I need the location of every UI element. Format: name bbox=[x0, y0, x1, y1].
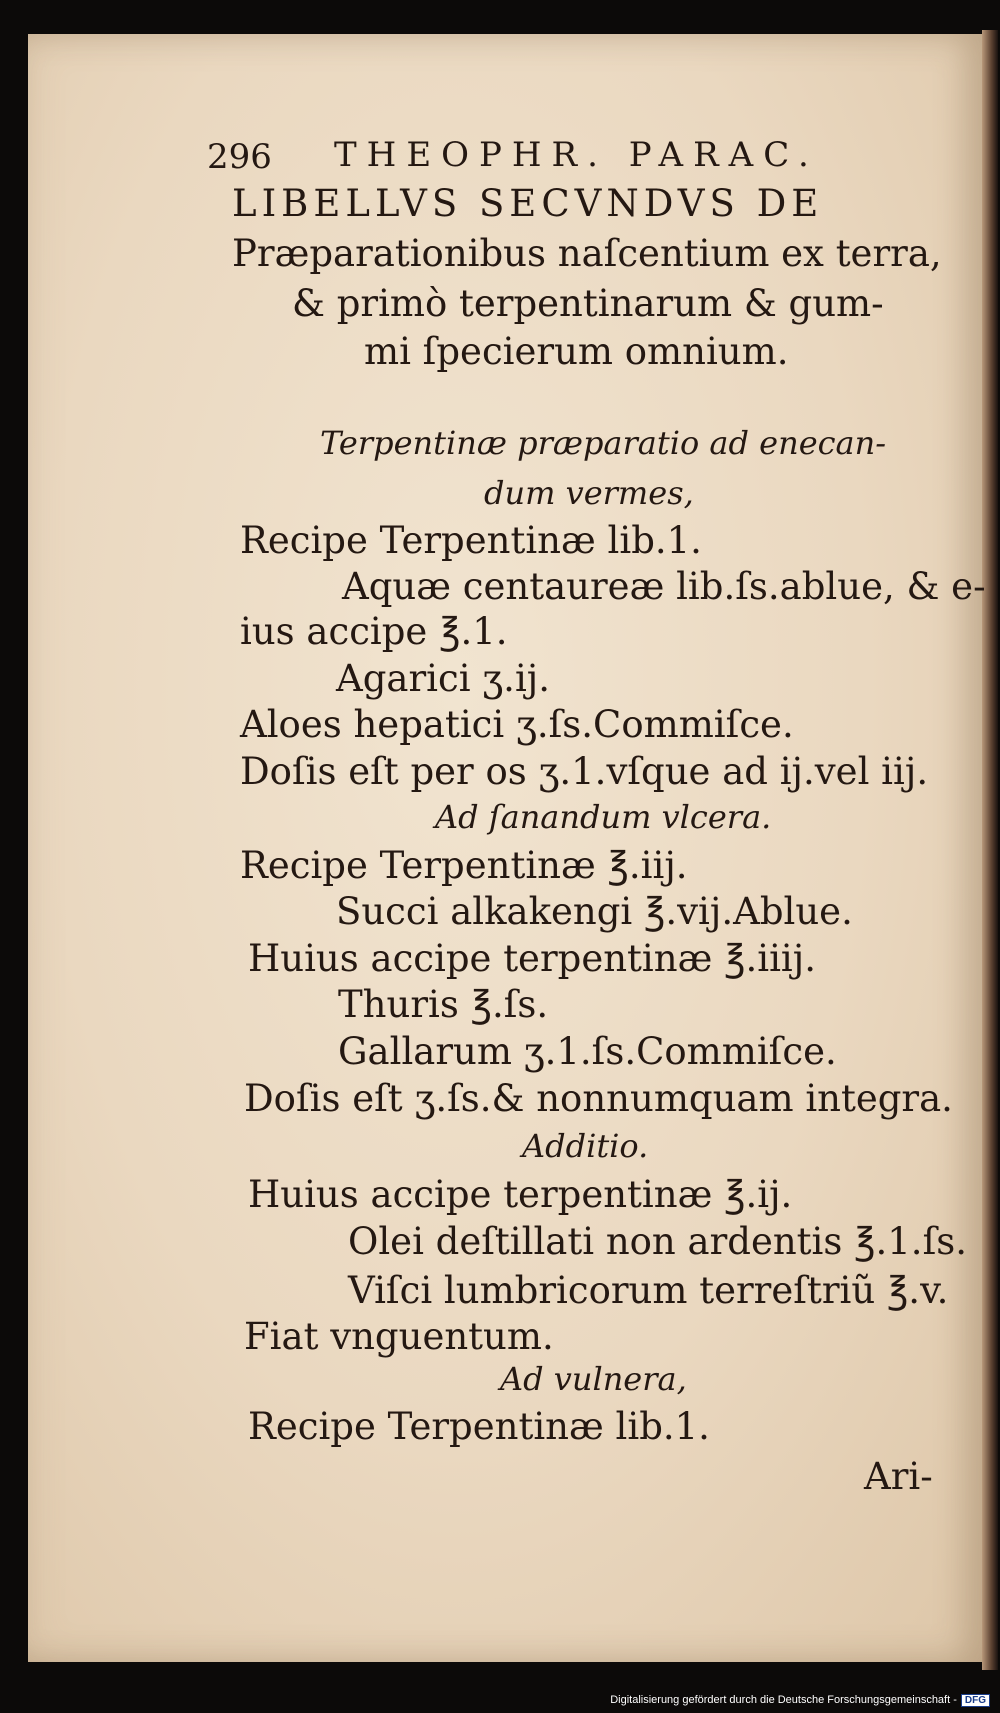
title-line-2: Præparationibus naſcentium ex terra, bbox=[232, 232, 942, 275]
section-heading: Additio. bbox=[522, 1127, 649, 1165]
section-heading: Ad ſanandum vlcera. bbox=[435, 798, 772, 836]
text-line: Doſis eſt ʒ.ſs.& nonnumquam integra. bbox=[244, 1077, 953, 1120]
section-heading: Terpentinæ præparatio ad enecan- bbox=[320, 424, 887, 462]
title-line-4: mi ſpecierum omnium. bbox=[364, 330, 789, 373]
catchword: Ari- bbox=[864, 1455, 933, 1498]
text-line: Recipe Terpentinæ ℥.iij. bbox=[240, 844, 688, 887]
text-line: Huius accipe terpentinæ ℥.iiij. bbox=[248, 937, 816, 980]
page-edge bbox=[982, 30, 998, 1670]
page-number: 296 bbox=[207, 137, 272, 177]
title-line-3: & primò terpentinarum & gum- bbox=[292, 282, 884, 325]
text-line: Viſci lumbricorum terreſtriũ ℥.v. bbox=[348, 1269, 949, 1312]
text-line: Agarici ʒ.ij. bbox=[336, 657, 551, 700]
footer-text: Digitalisierung gefördert durch die Deutsche Forschungsgemeinschaft - bbox=[610, 1694, 957, 1706]
section-heading: Ad vulnera, bbox=[500, 1360, 687, 1398]
text-line: Fiat vnguentum. bbox=[244, 1315, 554, 1358]
title-line-1: LIBELLVS SECVNDVS DE bbox=[232, 182, 824, 225]
running-title: THEOPHR. PARAC. bbox=[334, 135, 819, 175]
text-line: ius accipe ℥.1. bbox=[240, 610, 508, 653]
text-line: Thuris ℥.ſs. bbox=[338, 983, 549, 1026]
text-line: Aloes hepatici ʒ.ſs.Commiſce. bbox=[240, 703, 794, 746]
dfg-logo: DFG bbox=[961, 1694, 990, 1707]
text-line: Olei deſtillati non ardentis ℥.1.ſs. bbox=[348, 1220, 968, 1263]
text-line: Succi alkakengi ℥.vij.Ablue. bbox=[336, 890, 853, 933]
section-heading: dum vermes, bbox=[484, 474, 694, 512]
text-line: Recipe Terpentinæ lib.1. bbox=[248, 1405, 710, 1448]
text-line: Huius accipe terpentinæ ℥.ij. bbox=[248, 1173, 793, 1216]
text-line: Doſis eſt per os ʒ.1.vſque ad ij.vel iij. bbox=[240, 750, 929, 793]
digitization-notice bbox=[610, 1694, 990, 1707]
text-line: Recipe Terpentinæ lib.1. bbox=[240, 519, 702, 562]
text-line: Aquæ centaureæ lib.ſs.ablue, & e- bbox=[342, 565, 986, 608]
text-line: Gallarum ʒ.1.ſs.Commiſce. bbox=[338, 1030, 837, 1073]
